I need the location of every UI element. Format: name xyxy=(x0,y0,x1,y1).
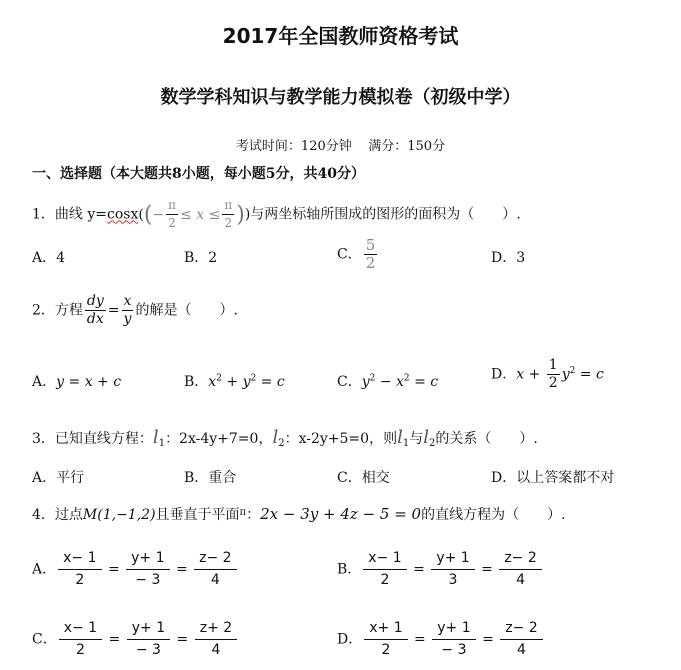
q2-option-d-label: D． xyxy=(491,366,517,383)
q1-post: )与两坐标轴所围成的图形的面积为（ ）. xyxy=(244,206,521,223)
question-2 xyxy=(32,293,238,328)
q2-option-c[interactable]: C．$y^2 - x^2 = c$ xyxy=(337,373,439,390)
q4-mid: 且垂直于平面 xyxy=(155,507,240,523)
section-heading: 一、选择题（本大题共8小题，每小题5分，共40分） xyxy=(32,166,365,182)
q3-option-a[interactable]: A．平行 xyxy=(32,470,85,486)
exam-info: 考试时间：120分钟 满分：150分 xyxy=(235,139,446,154)
q2-option-b-label: B． xyxy=(184,374,209,390)
q1-option-c[interactable] xyxy=(337,237,379,272)
q4-option-b-label: B． xyxy=(337,561,362,578)
q3-text-c: ：x-2y+5=0，则 xyxy=(284,431,398,447)
question-4 xyxy=(32,504,566,524)
q2-frac2-den: y xyxy=(123,311,132,327)
q2-frac1-den: dx xyxy=(86,311,104,327)
q3-option-c[interactable]: C．相交 xyxy=(337,470,390,486)
q1-option-a[interactable]: A．4 xyxy=(32,250,66,266)
q4-option-c-label: C． xyxy=(32,631,57,648)
q4-point: M(1,−1,2) xyxy=(82,507,156,523)
q1-number: 1． xyxy=(32,206,55,223)
q3-option-d[interactable]: D．以上答案都不对 xyxy=(491,470,615,486)
q4-pi: π xyxy=(239,507,247,518)
q4-option-d[interactable]: D． $\frac{x+ 1}{2}$ = $\frac{y+ 1}{- 3}$ = $\frac{z- 2}{4}$ xyxy=(337,618,545,661)
q1-option-b[interactable]: B．2 xyxy=(184,250,218,266)
q2-frac1-num: dy xyxy=(86,293,104,309)
q4-option-c[interactable]: C． $\frac{x- 1}{2}$ = $\frac{y+ 1}{- 3}$ = $\frac{z+ 2}{4}$ xyxy=(32,618,239,661)
q1-cos: cosx xyxy=(107,206,139,223)
q1-interval: ((− $\frac{\pi}{2}$ ≤ x ≤ $\frac{\pi}{2}$ ) xyxy=(138,198,245,230)
q4-option-d-label: D． xyxy=(337,631,363,648)
q4-post: 的直线方程为（ ）. xyxy=(421,507,566,523)
q1-option-c-label: C． xyxy=(337,246,362,263)
q2-option-b[interactable]: B．$x^2 + y^2 = c$ xyxy=(184,373,285,390)
q2-number: 2．方程 xyxy=(32,302,83,319)
q1-option-c-den: 2 xyxy=(365,254,376,272)
q4-option-a-label: A． xyxy=(32,561,57,578)
q4-pre: 4．过点 xyxy=(32,507,83,523)
q2-post: 的解是（ ）. xyxy=(135,302,238,319)
q4-option-b[interactable]: B． $\frac{x- 1}{2}$ = $\frac{y+ 1}{3}$ = $\frac{z- 2}{4}$ xyxy=(337,548,544,591)
q4-option-a[interactable]: A． $\frac{x- 1}{2}$ = $\frac{y+ 1}{- 3}$ = $\frac{z- 2}{4}$ xyxy=(32,548,239,591)
q4-colon: ： xyxy=(246,507,261,523)
exam-title: 2017年全国教师资格考试 xyxy=(222,24,459,48)
q1-option-c-num: 5 xyxy=(365,236,376,254)
q2-option-a-label: A． xyxy=(32,374,57,390)
q3-option-b[interactable]: B．重合 xyxy=(184,470,237,486)
q2-frac2-num: x xyxy=(123,293,132,309)
q4-plane-equation: 2x − 3y + 4z − 5 = 0 xyxy=(260,505,422,523)
q3-text-d: 与 xyxy=(409,431,424,447)
question-1 xyxy=(32,197,521,232)
q1-option-d[interactable]: D．3 xyxy=(491,250,526,266)
q1-pre: 曲线 y= xyxy=(54,206,108,223)
question-3: 3．已知直线方程：$l_1$：2x-4y+7=0，$l_2$：x-2y+5=0，则$l_1$与$l_2$的关系（ ）. xyxy=(32,427,538,449)
q3-text-a: 3．已知直线方程： xyxy=(32,431,153,447)
q2-option-d[interactable]: D．x + $\frac{1}{2}$ $y^2 = c$ xyxy=(491,357,604,391)
q2-option-a[interactable]: A．y = x + c xyxy=(32,374,122,390)
q3-text-b: ：2x-4y+7=0， xyxy=(165,431,273,447)
q2-option-c-label: C． xyxy=(337,374,362,390)
exam-subtitle: 数学学科知识与教学能力模拟卷（初级中学） xyxy=(160,87,521,108)
q2-eq: = xyxy=(107,302,120,319)
q3-text-e: 的关系（ ）. xyxy=(435,431,538,447)
